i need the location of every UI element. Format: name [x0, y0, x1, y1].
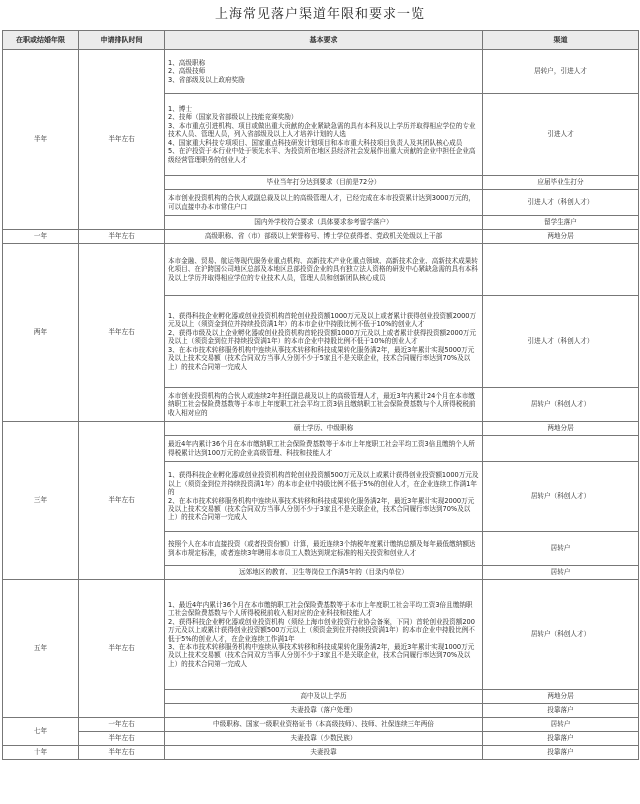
channel-cell: 留学生落户 [483, 216, 639, 230]
queue-cell: 半年左右 [79, 230, 165, 244]
requirement-cell: 夫妻投靠（少数民族） [165, 732, 483, 746]
requirement-cell: 按照个人在本市直接投资（或者投资份额）计算，最近连续3个纳税年度累计缴纳总额及每年最低缴纳额达到本市规定标准，或者连续3年聘用本市员工人数达到规定标准的相关投资和创业人才 [165, 532, 483, 566]
requirement-cell: 中级职称、国家一级职业资格证书（本高级技师）、技师、社保连续三年两倍 [165, 718, 483, 732]
requirement-cell: 毕业当年打分达到要求（目前是72分） [165, 176, 483, 190]
queue-cell: 半年左右 [79, 422, 165, 580]
tenure-cell: 三年 [3, 422, 79, 580]
channel-cell: 引进人才（科创人才） [483, 296, 639, 388]
table-row [3, 746, 639, 760]
requirement-cell: 夫妻投靠 [165, 746, 483, 760]
channel-cell: 两地分居 [483, 422, 639, 436]
requirement-cell: 本市创业投资机构的合伙人或连续2年担任副总裁及以上的高级管理人才，最近3年内累计24个月在本市缴纳职工社会保险费基数等于本市上年度职工社会平均工资3倍且缴纳职工社会保险费基数与个人所得税税前收入相对应的 [165, 388, 483, 422]
tenure-cell: 一年 [3, 230, 79, 244]
queue-cell: 一年左右 [79, 718, 165, 732]
requirement-cell: 本市金融、贸易、航运等现代服务业重点机构、高新技术产业化重点领域、高新技术企业、高新技术成果转化项目、在沪跨国公司地区总部及本地区总部投资企业的具有独立法人资格的研发中心紧缺急需的具有本科及以上学历并取得相应学位的专业技术人员，管理人员和创新团队核心成员 [165, 244, 483, 296]
requirement-cell: 1、博士 2、技师（国家及省部级以上技能竞赛奖励） 3、本市重点引进机构、项目或做出重大贡献的企业紧缺急需的具有本科及以上学历并取得相应学位的专业技术人员、管理人员，列入省部级及以上人才培养计划的人选 4、国家重大科技专项项目、国家重点科技研发计划项目和本市重大科技项目负责人及其团队核心成员 5、在沪投资于本行业中处于领先水平、为投资所在地区县经济社会发展作出重大贡献的企业中担任企业高级经营管理职务的创业人才 [165, 94, 483, 176]
requirement-cell: 最近4年内累计36个月在本市缴纳职工社会保险费基数等于本市上年度职工社会平均工资3倍且缴纳个人所得税累计达到100万元的企业高级管理、科技和技能人才 [165, 436, 483, 462]
requirement-cell: 1、获得科技企业孵化器或创业投资机构首轮创业投资额500万元及以上或累计获得创业投资额1000万元及以上（须资金到位并持续投资满1年）的本市企业中持股比例不低于5%的创业人才，在企业连续工作满1年的 2、在本市技术转移服务机构中连续从事技术转移和科技成果转化服务满2年，最近3年累计实现2000万元及以上技术交易额（技术合同双方当事人分别不少于3家且不是关联企业，技术合同履行率达到70%及以上）的技术合同第一完成人 [165, 462, 483, 532]
requirement-cell: 硕士学历、中级职称 [165, 422, 483, 436]
queue-cell: 半年左右 [79, 732, 165, 746]
requirement-cell: 国内外学校符合要求（具体要求参考留学落户） [165, 216, 483, 230]
requirement-cell: 远郊地区的教育、卫生等岗位工作满5年的（目录内单位） [165, 566, 483, 580]
queue-cell: 半年左右 [79, 746, 165, 760]
table-row [3, 580, 639, 690]
queue-cell: 半年左右 [79, 50, 165, 230]
header-queue-time: 申请排队时间 [79, 31, 165, 50]
requirement-cell: 夫妻投靠（落户处理） [165, 704, 483, 718]
queue-cell: 半年左右 [79, 244, 165, 422]
channel-cell: 引进人才 [483, 94, 639, 176]
table-row [3, 718, 639, 732]
channel-cell: 居转户（科创人才） [483, 462, 639, 532]
channel-cell: 居转户，引进人才 [483, 50, 639, 94]
queue-cell: 半年左右 [79, 580, 165, 718]
channel-cell: 两地分居 [483, 230, 639, 244]
tenure-cell: 两年 [3, 244, 79, 422]
table-row [3, 230, 639, 244]
settlement-table [2, 30, 639, 760]
channel-cell: 投靠落户 [483, 704, 639, 718]
channel-cell: 居转户 [483, 532, 639, 566]
requirement-cell: 1、获得科技企业孵化器或创业投资机构首轮创业投资额1000万元及以上或者累计获得创业投资额2000万元及以上（须资金到位并持续投资满1年）的本市企业中持股比例不低于10%的创业人才 2、获得市级及以上企业孵化器或创业投资机构首轮投资额1000万元及以上或者累计获得投资额2000万元及以上（须资金到位并持续投资满1年）的本市企业中持股比例不低于10%的创业人才 3、在本市技术转移服务机构中连续从事技术转移和科技成果转化服务满2年，最近3年累计实现5000万元及以上技术交易额（技术合同双方当事人分别不少于5家且不是关联企业，技术合同履行率达到70%及以上）的技术合同第一完成人 [165, 296, 483, 388]
channel-cell: 居转户 [483, 566, 639, 580]
tenure-cell: 五年 [3, 580, 79, 718]
tenure-cell: 十年 [3, 746, 79, 760]
channel-cell: 投靠落户 [483, 732, 639, 746]
table-row [3, 244, 639, 296]
channel-cell: 两地分居 [483, 690, 639, 704]
channel-cell [483, 436, 639, 462]
requirement-cell: 高中及以上学历 [165, 690, 483, 704]
requirement-cell: 1、高级职称 2、高级技师 3、省部级及以上政府奖励 [165, 50, 483, 94]
table-row [3, 50, 639, 94]
page-title: 上海常见落户渠道年限和要求一览 [214, 7, 425, 22]
header-channel: 渠道 [483, 31, 639, 50]
tenure-cell: 半年 [3, 50, 79, 230]
table-row [3, 732, 639, 746]
header-requirements: 基本要求 [165, 31, 483, 50]
channel-cell: 居转户（科创人才） [483, 580, 639, 690]
channel-cell: 投靠落户 [483, 746, 639, 760]
channel-cell [483, 244, 639, 296]
channel-cell: 居转户（科创人才） [483, 388, 639, 422]
requirement-cell: 高级职称、省（市）部级以上荣誉称号、博士学位获得者、党政机关处级以上干部 [165, 230, 483, 244]
table-row [3, 422, 639, 436]
channel-cell: 居转户 [483, 718, 639, 732]
requirement-cell: 1、最近4年内累计36个月在本市缴纳职工社会保险费基数等于本市上年度职工社会平均工资3倍且缴纳职工社会保险费基数与个人所得税税前收入相对应的企业科技和技能人才 2、获得科技企业孵化器或创业投资机构（须经上海市创业投资行业协会备案，下同）首轮创业投资额200万元及以上或累计获得创业投资额500万元以上（须资金到位并持续投资满1年）的本市企业中持股比例不低于5%的创业人才，在企业连续工作满1年 3、在本市技术转移服务机构中连续从事技术转移和科技成果转化服务满2年，最近3年累计实现1000万元及以上技术交易额（技术合同双方当事人分别不少于3家且不是关联企业，技术合同履行率达到70%及以上）的技术合同第一完成人 [165, 580, 483, 690]
header-tenure: 在职或结婚年限 [3, 31, 79, 50]
table-header-row [3, 31, 639, 50]
channel-cell: 应届毕业生打分 [483, 176, 639, 190]
requirement-cell: 本市创业投资机构的合伙人或副总裁及以上的高级管理人才，已经完成在本市投资累计达到3000万元的，可以直接申办本市常住户口 [165, 190, 483, 216]
channel-cell: 引进人才（科创人才） [483, 190, 639, 216]
tenure-cell: 七年 [3, 718, 79, 746]
